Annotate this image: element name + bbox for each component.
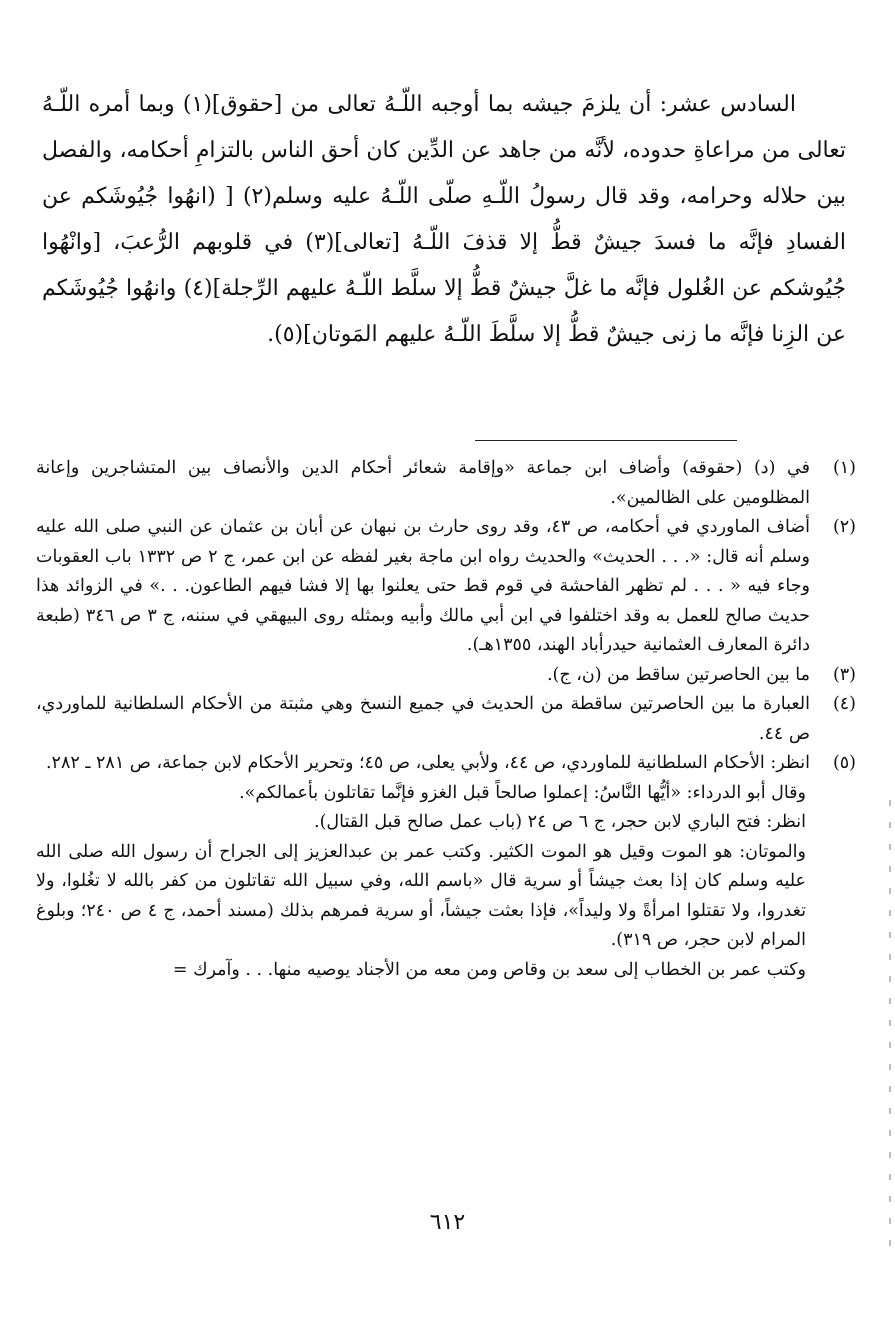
main-paragraph: السادس عشر: أن يلزمَ جيشه بما أوجبه اللّـهُ تعالى من [حقوق](١) وبما أمره اللّـهُ تعالى من مراعاةِ حدوده، لأنَّه من جاهد عن الدِّين كان أحق الناس بالتزامِ أحكامه، والفصل بين حلاله وحرامه، وقد قال رسولُ اللّـهِ صلّى اللّـهُ عليه وسلم(٢) [ (انهُوا جُيُوشَكم عن الفسادِ فإنَّه ما فسدَ جيشٌ قطُّ إلا قذفَ اللّـهُ [تعالى](٣) في قلوبهم الرُّعبَ، [وانْهُوا جُيُوشكم عن الغُلول فإنَّه ما غلَّ جيشٌ قطُّ إلا سلَّط اللّـهُ عليهم الرِّجلة](٤) وانهُوا جُيُوشَكم عن الزِنا فإنَّه ما زنى جيشٌ قطُّ إلا سلَّطَ اللّـهُ عليهم المَوتان](٥). — [42, 92, 847, 347]
footnote-number: (٤) — [832, 694, 856, 714]
footnote-text: أضاف الماوردي في أحكامه، ص ٤٣، وقد روى حارث بن نبهان عن أبان بن عثمان عن النبي صلى الله عليه وسلم أنه قال: «. . . الحديث» والحديث رواه ابن ماجة بغير لفظه عن ابن عمر، ج ٢ ص ١٣٣٢ باب العقوبات وجاء فيه « . . . لم تظهر الفاحشة في قوم قط حتى يعلنوا بها إلا فشا فيهم الطاعون. . .» في الزوائد هذا حديث صالح للعمل به وقد اختلفوا في ابن أبي مالك وأبيه وبمثله روى البيهقي في سننه، ج ٣ ص ٣٤٦ (طبعة دائرة المعارف العثمانية حيدرأباد الهند، ١٣٥٥هـ). — [36, 517, 810, 655]
page-number: ٦١٢ — [429, 1210, 466, 1235]
footnote-text: العبارة ما بين الحاصرتين ساقطة من الحديث في جميع النسخ وهي مثبتة من الأحكام السلطانية للماوردي، ص ٤٤. — [36, 694, 810, 744]
footnote-text: ما بين الحاصرتين ساقط من (ن، ج). — [546, 664, 810, 685]
footnote-2 — [36, 513, 856, 661]
footnotes-section — [36, 454, 856, 985]
footnote-number: (٢) — [832, 517, 856, 537]
footnote-3 — [36, 661, 856, 691]
footnote-text: في (د) (حقوقه) وأضاف ابن جماعة «وإقامة شعائر أحكام الدين والأنصاف بين المتشاجرين وإعانة المظلومين على الظالمين». — [36, 458, 810, 508]
footnote-number: (٥) — [832, 753, 856, 773]
footnote-divider — [475, 440, 737, 441]
footnote-5-abu-darda: وقال أبو الدرداء: «أيُّها النَّاسُ: إعملوا صالحاً قبل الغزو فإنَّما تقاتلون بأعمالكم». — [239, 782, 806, 803]
footnote-5 — [36, 749, 856, 985]
footnote-5-fath-albari: انظر: فتح الباري لابن حجر، ج ٦ ص ٢٤ (باب عمل صالح قبل القتال). — [314, 812, 806, 832]
scan-margin-marks — [889, 800, 891, 1260]
footnote-5-mawtan: والموتان: هو الموت وقيل هو الموت الكثير. وكتب عمر بن عبدالعزيز إلى الجراح أن رسول الله صلى الله عليه وسلم كان إذا بعث جيشاً أو سرية قال «باسم الله، وفي سبيل الله تقاتلون من كفر بالله لا تغُلوا، ولا تغدروا، ولا تقتلوا امرأةً ولا وليداً»، فإذا بعثت جيشاً، أو سرية فمرهم بذلك (مسند أحمد، ج ٤ ص ٢٤٠؛ وبلوغ المرام لابن حجر، ص ٣١٩). — [36, 841, 806, 950]
footnote-4 — [36, 690, 856, 749]
footnote-5-umar-letter: وكتب عمر بن الخطاب إلى سعد بن وقاص ومن معه من الأجناد يوصيه منها. . . وآمرك = — [172, 959, 806, 980]
footnote-number: (١) — [832, 458, 856, 478]
footnote-number: (٣) — [832, 664, 856, 685]
footnote-1 — [36, 454, 856, 513]
main-text-block — [42, 82, 846, 358]
footnote-text: انظر: الأحكام السلطانية للماوردي، ص ٤٤، ولأبي يعلى، ص ٤٥؛ وتحرير الأحكام لابن جماعة، ص ٢٨١ ـ ٢٨٢. — [45, 753, 810, 773]
